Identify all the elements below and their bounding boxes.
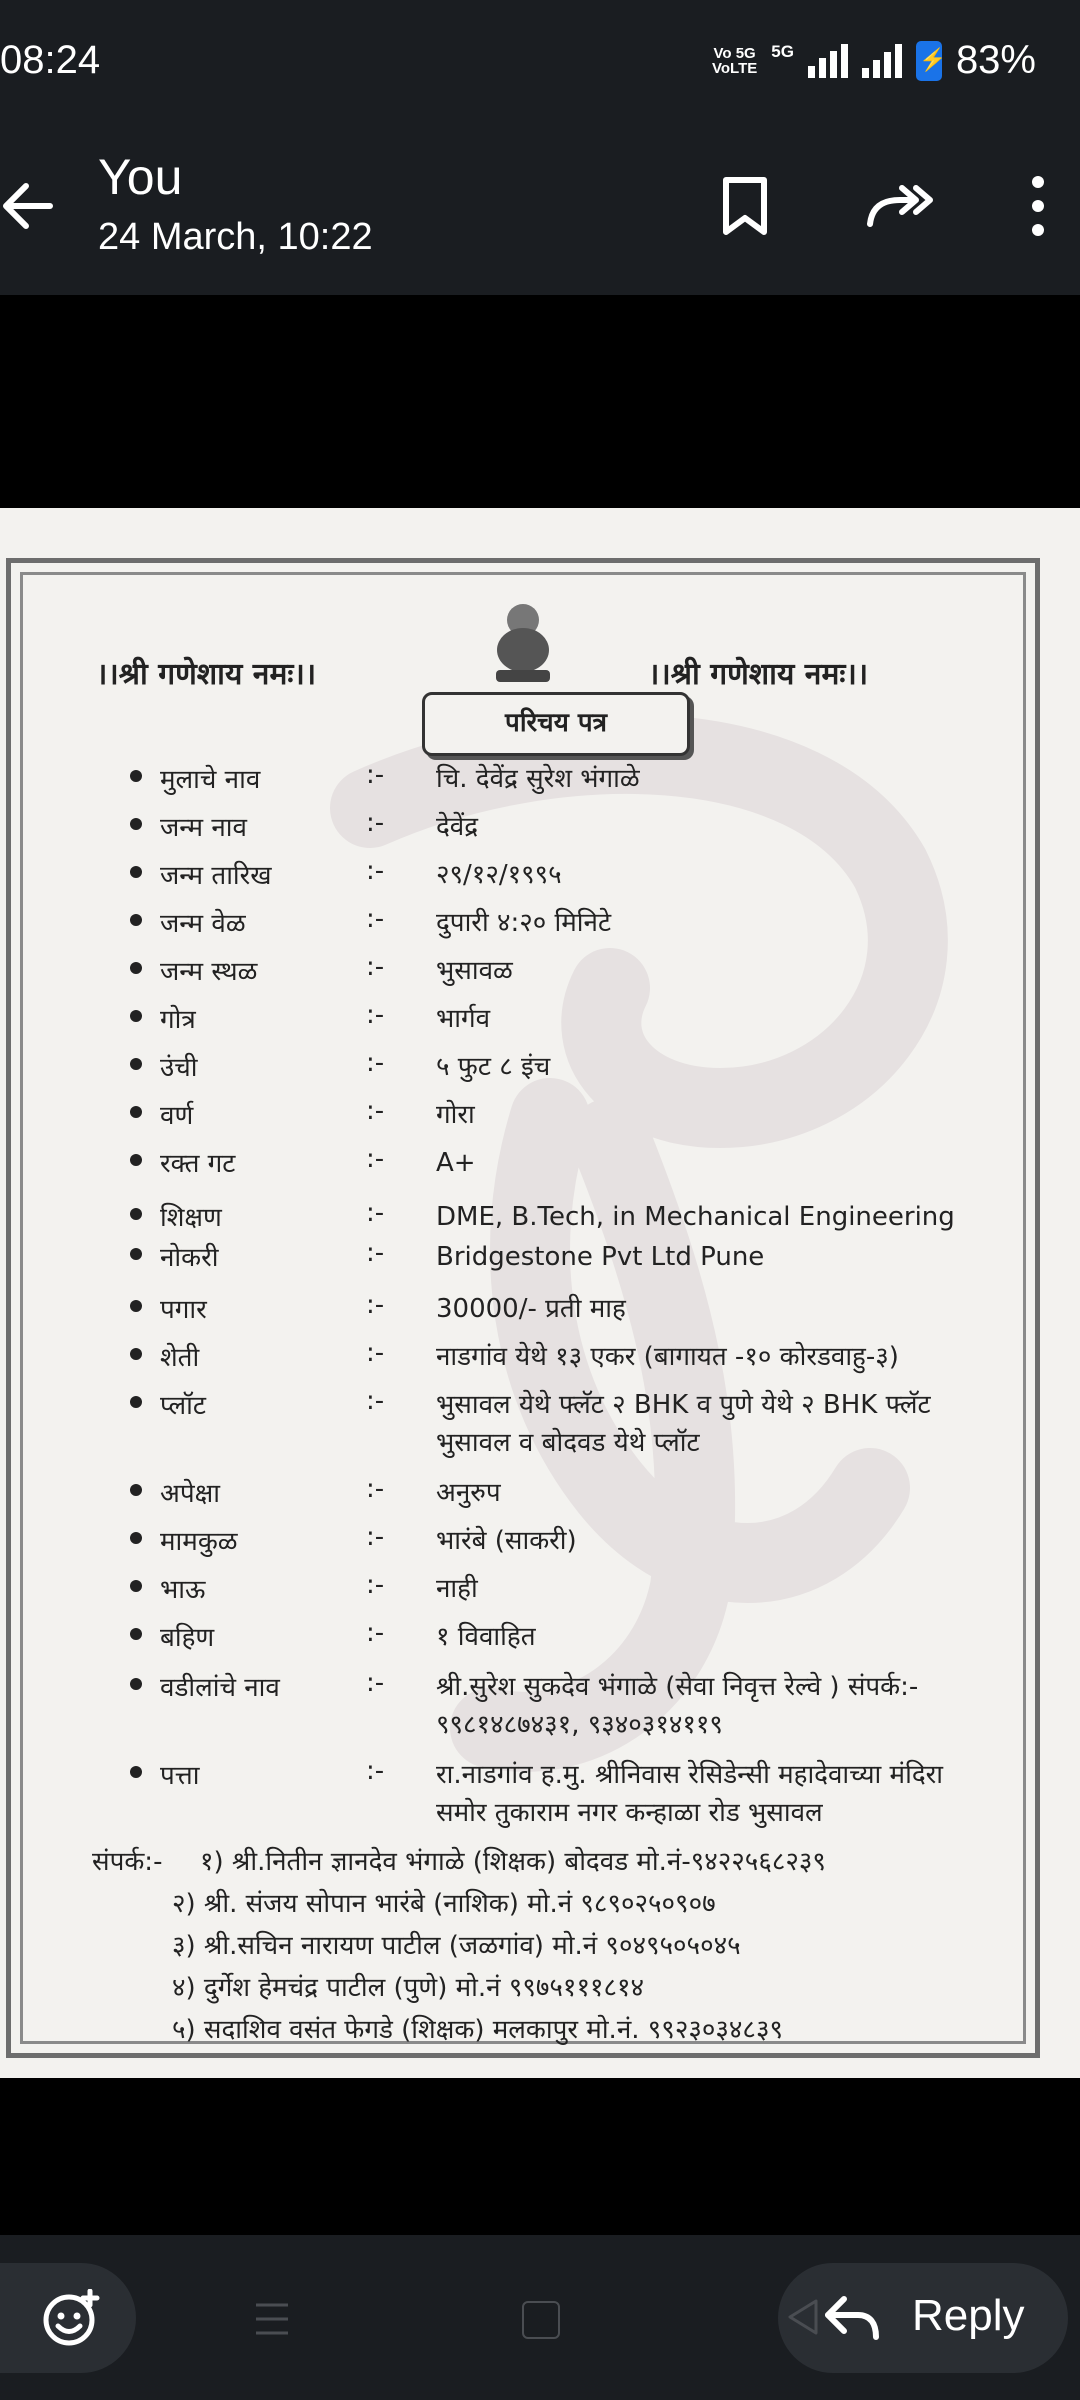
volte-indicator: Vo 5G VoLTE — [711, 44, 758, 77]
app-bar — [0, 130, 1080, 295]
status-time: 08:24 — [0, 38, 101, 82]
status-icons — [712, 38, 1036, 83]
document-title: परिचय पत्र — [422, 692, 690, 756]
back-arrow-icon[interactable] — [0, 176, 56, 236]
battery-percent: 83% — [955, 38, 1036, 82]
reply-icon — [824, 2293, 880, 2343]
react-button[interactable] — [0, 2263, 136, 2373]
message-date: 24 March, 10:22 — [98, 216, 373, 258]
nav-recents-icon[interactable] — [254, 2299, 290, 2339]
network-type: 5G — [771, 41, 794, 61]
signal-icon-2 — [862, 44, 902, 78]
reply-label: Reply — [912, 2291, 1025, 2340]
ganesh-icon — [488, 600, 558, 686]
more-options-icon[interactable] — [1020, 174, 1056, 238]
shared-image[interactable]: ।।श्री गणेशाय नमः।। ।।श्री गणेशाय नमः।। परिचय पत्र मुलाचे नाव :- चि. देवेंद्र सुरेश भंगाळे जन्म नाव :- देवेंद्र जन्म तारिख :- २९/१२/१९९५ जन्म वेळ :- दुपारी ४:२० मिनिटे जन्म स्थळ :- भुसावळ गोत्र :- भार्गव उंची :- ५ फुट ८ इंच वर्ण :- गोरा रक्त गट :- A+ शिक्षण :- DME, B.Tech, in Mechanical Engineering नोकरी :- Bridgestone Pvt Ltd Pune पगार :- 30000/- प्रती माह शेती :- नाडगांव येथे १३ एकर (बागायत -१० कोरडवाहु-३) प्लॉट :- भुसावल येथे फ्लॅट २ BHK व पुणे येथे २ BHK फ्लॅट भुसावल व बोदवड येथे प्लॉट अपेक्षा :- अनुरुप मामकुळ :- भारंबे (साकरी) भाऊ :- नाही बहिण :- १ विवाहित वडीलांचे नाव :- श्री.सुरेश सुकदेव भंगाळे (सेवा निवृत्त रेल्वे ) संपर्क:- ९९८१४८७४३१, ९३४०३१४११९ पत्ता :- रा.नाडगांव ह.मु. श्रीनिवास रेसिडेन्सी महादेवाच्या मंदिरा समोर तुकाराम नगर कन्हाळा रोड भुसावल संपर्क:- १) श्री.नितीन ज्ञानदेव भंगाळे (शिक्षक) बोदवड मो.नं-९४२२५६८२३९ २) श्री. संजय सोपान भारंबे (नाशिक) मो.नं ९८९०२५०९०७ ३) श्री.सचिन नारायण पाटील (जळगांव) मो.नं ९०४९५०५०४५ ४) दुर्गेश हेमचंद्र पाटील (पुणे) मो.नं ९९७५१११८१४ ५) सदाशिव वसंत फेगडे (शिक्षक) मलकापुर मो.नं. ९९२३०३४८३९ — [0, 508, 1080, 2078]
heading-left: ।।श्री गणेशाय नमः।। — [96, 657, 317, 692]
bookmark-icon[interactable] — [720, 176, 770, 236]
forward-icon[interactable] — [866, 176, 936, 236]
signal-icon — [808, 44, 848, 78]
sender-name: You — [98, 149, 183, 205]
nav-back-icon[interactable] — [786, 2297, 820, 2337]
status-bar — [0, 0, 1080, 130]
add-reaction-icon — [42, 2289, 100, 2347]
bottom-bar — [0, 2235, 1080, 2400]
nav-home-icon[interactable] — [522, 2301, 560, 2339]
contacts-label: संपर्क:- — [92, 1847, 163, 1877]
heading-right: ।।श्री गणेशाय नमः।। — [648, 657, 869, 692]
reply-button[interactable] — [778, 2263, 1068, 2373]
battery-icon — [916, 41, 942, 81]
